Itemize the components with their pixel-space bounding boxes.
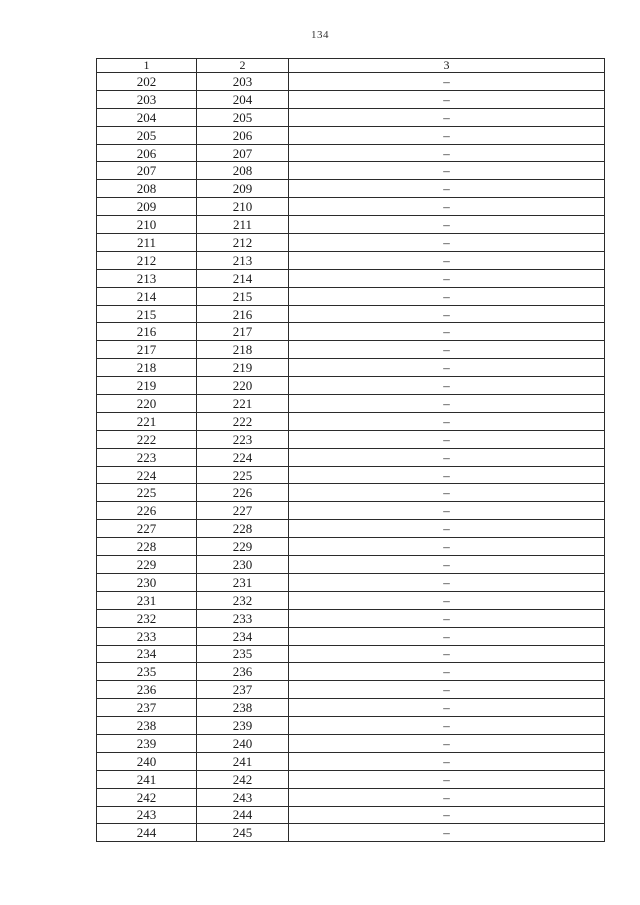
- table-cell-col-1: 202: [97, 73, 197, 91]
- table-cell-col-1: 211: [97, 234, 197, 252]
- table-cell-col-3: –: [289, 198, 605, 216]
- table-row: [97, 305, 605, 323]
- table-row: [97, 752, 605, 770]
- table-header: [97, 59, 605, 73]
- table-cell-col-3: –: [289, 752, 605, 770]
- table-row: [97, 538, 605, 556]
- table-cell-col-3: –: [289, 412, 605, 430]
- table-cell-col-2: 216: [197, 305, 289, 323]
- table-row: [97, 251, 605, 269]
- table-row: [97, 824, 605, 842]
- table-cell-col-1: 216: [97, 323, 197, 341]
- table-cell-col-1: 219: [97, 377, 197, 395]
- table-cell-col-1: 215: [97, 305, 197, 323]
- table-cell-col-1: 205: [97, 126, 197, 144]
- table-cell-col-2: 232: [197, 591, 289, 609]
- table-cell-col-3: –: [289, 162, 605, 180]
- table-cell-col-2: 229: [197, 538, 289, 556]
- table-cell-col-2: 214: [197, 269, 289, 287]
- table-row: [97, 162, 605, 180]
- table-cell-col-2: 227: [197, 502, 289, 520]
- table-cell-col-3: –: [289, 699, 605, 717]
- table-cell-col-3: –: [289, 287, 605, 305]
- table-row: [97, 108, 605, 126]
- table-cell-col-1: 225: [97, 484, 197, 502]
- table-cell-col-3: –: [289, 90, 605, 108]
- table-cell-col-3: –: [289, 377, 605, 395]
- table-cell-col-3: –: [289, 556, 605, 574]
- table-cell-col-2: 230: [197, 556, 289, 574]
- table-cell-col-3: –: [289, 144, 605, 162]
- table-row: [97, 216, 605, 234]
- table-cell-col-3: –: [289, 681, 605, 699]
- table-cell-col-1: 203: [97, 90, 197, 108]
- table-cell-col-3: –: [289, 341, 605, 359]
- table-cell-col-2: 243: [197, 788, 289, 806]
- table-cell-col-1: 204: [97, 108, 197, 126]
- column-header-3: 3: [289, 59, 605, 73]
- table-cell-col-2: 234: [197, 627, 289, 645]
- table-cell-col-1: 239: [97, 734, 197, 752]
- table-row: [97, 627, 605, 645]
- table-cell-col-1: 224: [97, 466, 197, 484]
- table-cell-col-2: 239: [197, 717, 289, 735]
- table-row: [97, 73, 605, 91]
- table-cell-col-2: 244: [197, 806, 289, 824]
- table-cell-col-1: 238: [97, 717, 197, 735]
- table-row: [97, 645, 605, 663]
- table-cell-col-1: 212: [97, 251, 197, 269]
- table-cell-col-2: 208: [197, 162, 289, 180]
- table-row: [97, 484, 605, 502]
- table-cell-col-2: 224: [197, 448, 289, 466]
- table-cell-col-1: 210: [97, 216, 197, 234]
- table-row: [97, 144, 605, 162]
- table-cell-col-2: 231: [197, 573, 289, 591]
- table-cell-col-3: –: [289, 251, 605, 269]
- table-cell-col-1: 243: [97, 806, 197, 824]
- table-cell-col-2: 242: [197, 770, 289, 788]
- table-row: [97, 806, 605, 824]
- table-cell-col-2: 238: [197, 699, 289, 717]
- table-cell-col-2: 222: [197, 412, 289, 430]
- table-row: [97, 681, 605, 699]
- table-cell-col-3: –: [289, 627, 605, 645]
- table-cell-col-3: –: [289, 770, 605, 788]
- table-cell-col-3: –: [289, 824, 605, 842]
- table-cell-col-3: –: [289, 502, 605, 520]
- table-cell-col-3: –: [289, 573, 605, 591]
- table-row: [97, 395, 605, 413]
- table-row: [97, 430, 605, 448]
- table-cell-col-3: –: [289, 806, 605, 824]
- table-cell-col-1: 217: [97, 341, 197, 359]
- table-row: [97, 770, 605, 788]
- table-row: [97, 573, 605, 591]
- table-cell-col-1: 235: [97, 663, 197, 681]
- data-table: [96, 58, 605, 842]
- table-cell-col-2: 236: [197, 663, 289, 681]
- table-cell-col-3: –: [289, 520, 605, 538]
- table-cell-col-1: 223: [97, 448, 197, 466]
- table-cell-col-2: 217: [197, 323, 289, 341]
- table-cell-col-1: 234: [97, 645, 197, 663]
- table-row: [97, 287, 605, 305]
- column-header-2: 2: [197, 59, 289, 73]
- table-row: [97, 90, 605, 108]
- table-cell-col-3: –: [289, 359, 605, 377]
- table-row: [97, 234, 605, 252]
- table-cell-col-3: –: [289, 788, 605, 806]
- table-cell-col-2: 204: [197, 90, 289, 108]
- table-row: [97, 734, 605, 752]
- table-cell-col-3: –: [289, 234, 605, 252]
- table-cell-col-2: 223: [197, 430, 289, 448]
- page-number: 134: [311, 29, 329, 41]
- table-cell-col-3: –: [289, 484, 605, 502]
- table-cell-col-1: 218: [97, 359, 197, 377]
- table-cell-col-1: 232: [97, 609, 197, 627]
- table-cell-col-2: 206: [197, 126, 289, 144]
- table-cell-col-3: –: [289, 538, 605, 556]
- table-cell-col-1: 207: [97, 162, 197, 180]
- table-cell-col-2: 235: [197, 645, 289, 663]
- table-cell-col-3: –: [289, 180, 605, 198]
- table-row: [97, 591, 605, 609]
- table-row: [97, 609, 605, 627]
- table-cell-col-1: 222: [97, 430, 197, 448]
- table-cell-col-1: 227: [97, 520, 197, 538]
- table-cell-col-1: 229: [97, 556, 197, 574]
- table-row: [97, 126, 605, 144]
- table-cell-col-2: 205: [197, 108, 289, 126]
- table-cell-col-3: –: [289, 717, 605, 735]
- table-cell-col-3: –: [289, 430, 605, 448]
- table-cell-col-3: –: [289, 395, 605, 413]
- table-cell-col-1: 220: [97, 395, 197, 413]
- table-cell-col-1: 226: [97, 502, 197, 520]
- table-cell-col-1: 228: [97, 538, 197, 556]
- table-cell-col-2: 212: [197, 234, 289, 252]
- table-cell-col-3: –: [289, 305, 605, 323]
- table-cell-col-2: 215: [197, 287, 289, 305]
- table-row: [97, 556, 605, 574]
- table-cell-col-2: 240: [197, 734, 289, 752]
- table-cell-col-3: –: [289, 216, 605, 234]
- table-row: [97, 448, 605, 466]
- table-cell-col-2: 241: [197, 752, 289, 770]
- table-cell-col-1: 209: [97, 198, 197, 216]
- table-cell-col-2: 219: [197, 359, 289, 377]
- table-row: [97, 466, 605, 484]
- table-body: [97, 73, 605, 842]
- table-row: [97, 341, 605, 359]
- table-cell-col-2: 226: [197, 484, 289, 502]
- table-cell-col-2: 218: [197, 341, 289, 359]
- table-cell-col-3: –: [289, 126, 605, 144]
- table-cell-col-2: 245: [197, 824, 289, 842]
- table-cell-col-2: 213: [197, 251, 289, 269]
- table-cell-col-3: –: [289, 734, 605, 752]
- table-cell-col-1: 231: [97, 591, 197, 609]
- table-row: [97, 359, 605, 377]
- table-cell-col-3: –: [289, 466, 605, 484]
- table-cell-col-1: 244: [97, 824, 197, 842]
- table-row: [97, 198, 605, 216]
- table-cell-col-3: –: [289, 323, 605, 341]
- table-cell-col-2: 237: [197, 681, 289, 699]
- table-cell-col-1: 221: [97, 412, 197, 430]
- table-row: [97, 323, 605, 341]
- table-cell-col-2: 220: [197, 377, 289, 395]
- table-row: [97, 788, 605, 806]
- table-row: [97, 377, 605, 395]
- table-cell-col-2: 233: [197, 609, 289, 627]
- table-cell-col-3: –: [289, 663, 605, 681]
- table-row: [97, 180, 605, 198]
- table-row: [97, 412, 605, 430]
- table-row: [97, 520, 605, 538]
- table-cell-col-1: 233: [97, 627, 197, 645]
- table-cell-col-2: 225: [197, 466, 289, 484]
- header-row: [97, 59, 605, 73]
- table-cell-col-3: –: [289, 108, 605, 126]
- table-cell-col-2: 207: [197, 144, 289, 162]
- table-cell-col-2: 209: [197, 180, 289, 198]
- table-cell-col-1: 213: [97, 269, 197, 287]
- table-cell-col-3: –: [289, 645, 605, 663]
- table-cell-col-3: –: [289, 591, 605, 609]
- table-cell-col-1: 230: [97, 573, 197, 591]
- table-cell-col-2: 228: [197, 520, 289, 538]
- table-row: [97, 663, 605, 681]
- table-cell-col-2: 221: [197, 395, 289, 413]
- table-cell-col-1: 242: [97, 788, 197, 806]
- table-cell-col-1: 208: [97, 180, 197, 198]
- table-cell-col-3: –: [289, 609, 605, 627]
- table-cell-col-1: 214: [97, 287, 197, 305]
- table-row: [97, 699, 605, 717]
- table-row: [97, 717, 605, 735]
- table-cell-col-2: 203: [197, 73, 289, 91]
- table-cell-col-1: 237: [97, 699, 197, 717]
- table-cell-col-3: –: [289, 269, 605, 287]
- table-cell-col-2: 210: [197, 198, 289, 216]
- table-cell-col-1: 206: [97, 144, 197, 162]
- table-cell-col-1: 241: [97, 770, 197, 788]
- table-cell-col-2: 211: [197, 216, 289, 234]
- table-row: [97, 269, 605, 287]
- column-header-1: 1: [97, 59, 197, 73]
- table-cell-col-3: –: [289, 73, 605, 91]
- table-cell-col-1: 236: [97, 681, 197, 699]
- table-cell-col-3: –: [289, 448, 605, 466]
- table-cell-col-1: 240: [97, 752, 197, 770]
- table-row: [97, 502, 605, 520]
